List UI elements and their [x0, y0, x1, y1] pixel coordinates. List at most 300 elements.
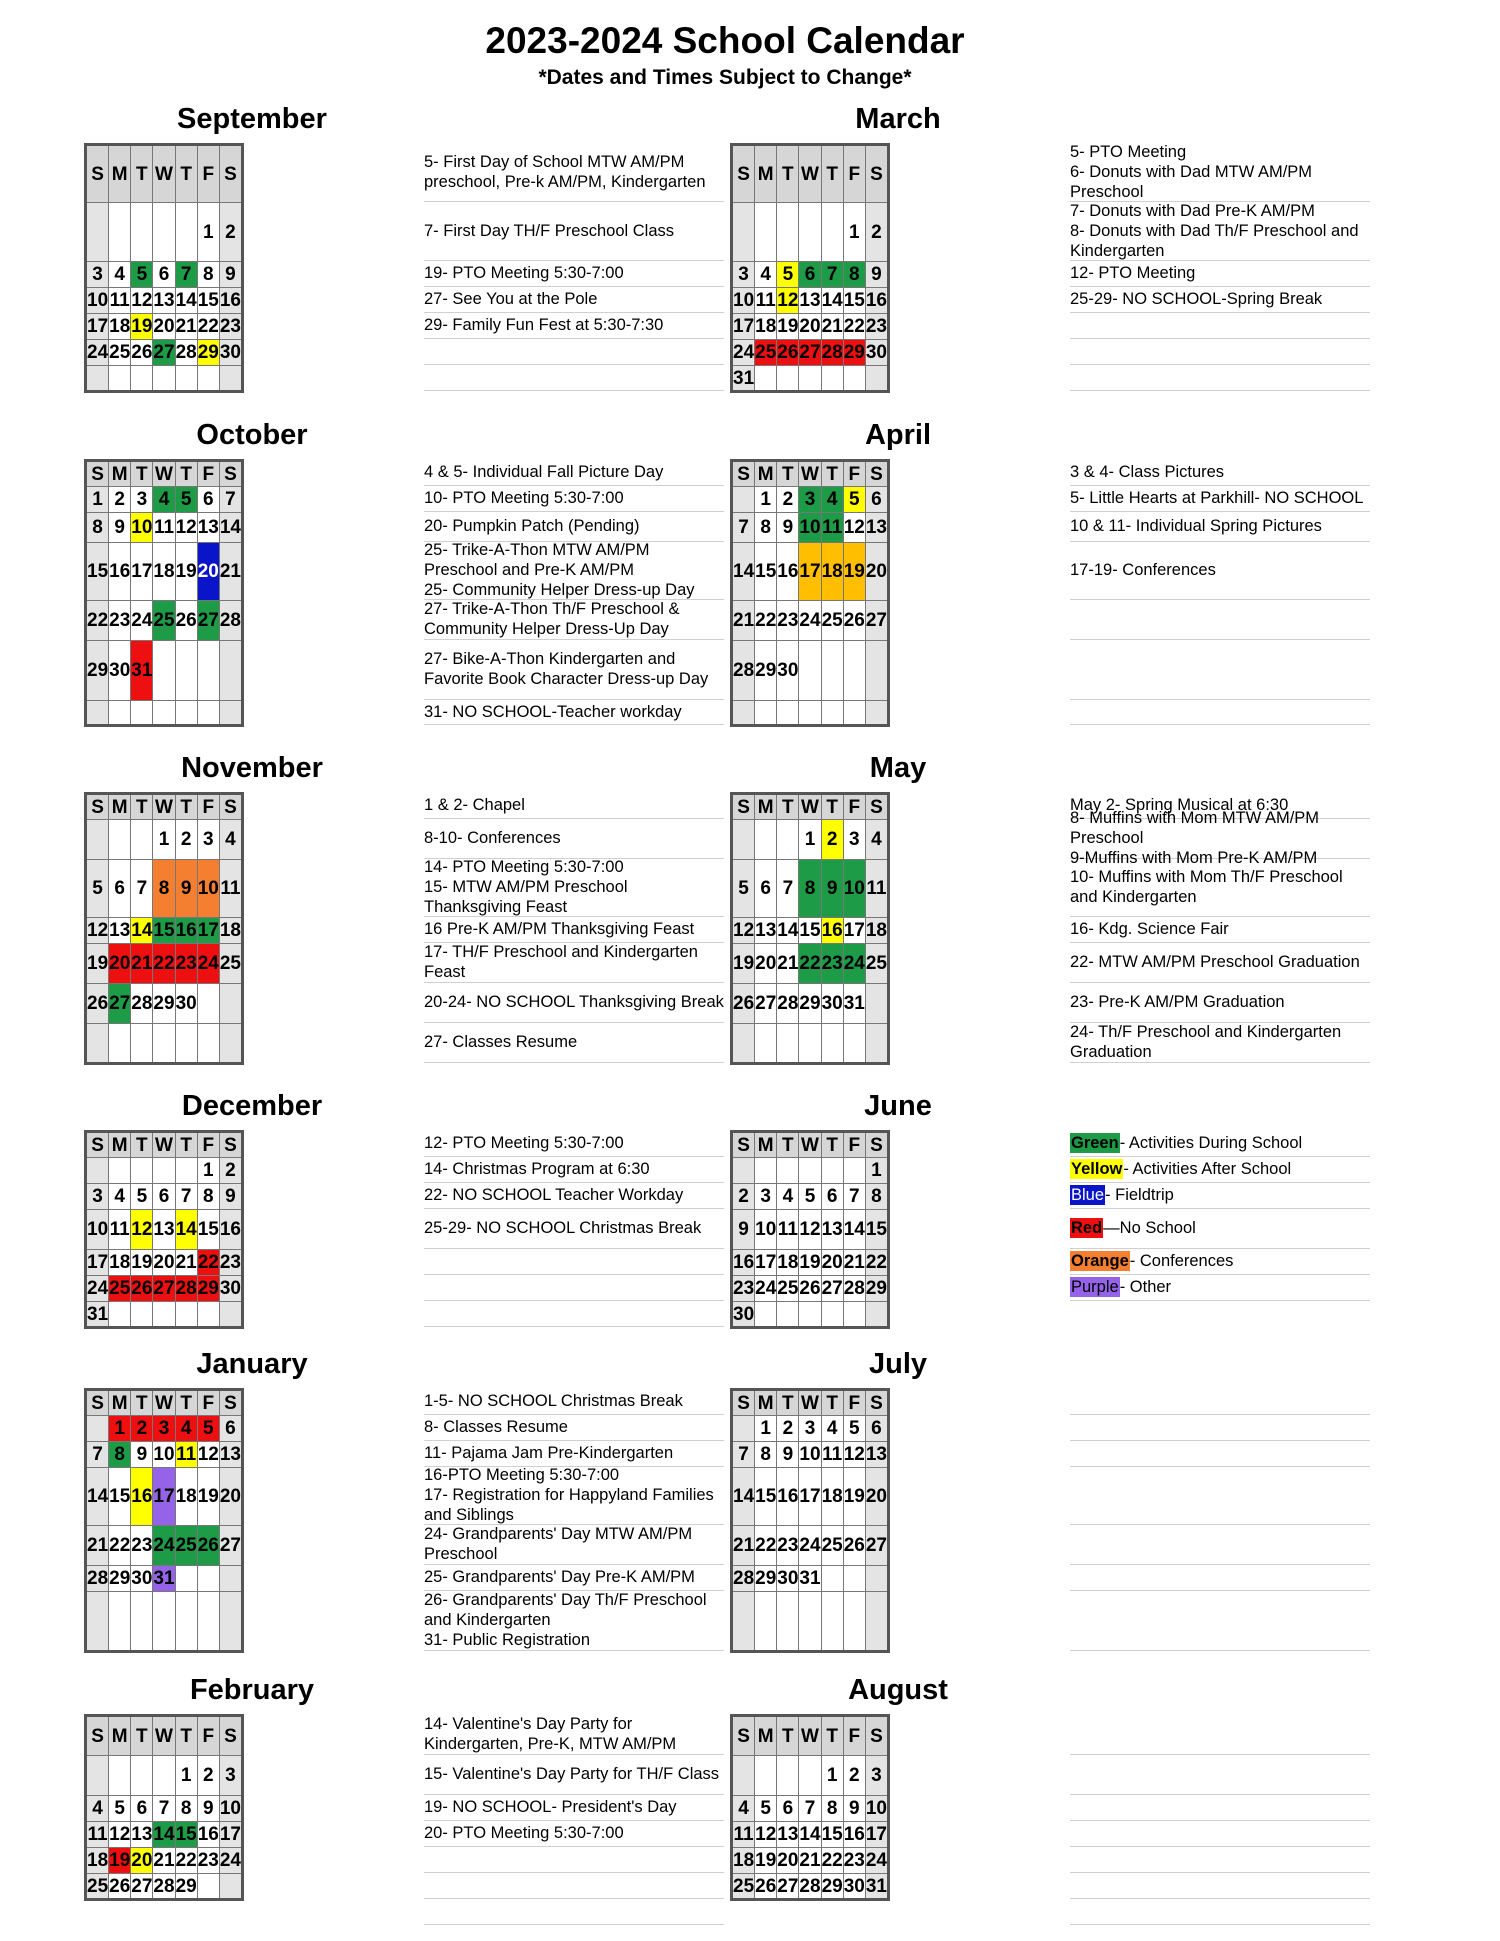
day-cell: 16: [732, 1250, 755, 1276]
weekday-header: T: [131, 1132, 153, 1158]
empty-day-cell: [131, 1302, 153, 1328]
note-row: [424, 639, 724, 700]
legend-swatch: Blue: [1071, 1186, 1105, 1204]
week-row: [732, 314, 889, 340]
empty-day-cell: [821, 701, 843, 726]
day-cell: 4: [821, 1416, 843, 1442]
day-cell: 27: [153, 340, 175, 366]
day-cell: 9: [197, 1796, 219, 1822]
page-title: 2023-2024 School Calendar: [485, 20, 965, 61]
day-cell: 12: [843, 1442, 865, 1468]
month-name: June: [864, 1090, 932, 1122]
empty-day-cell: [109, 701, 131, 726]
day-cell: 7: [732, 1442, 755, 1468]
empty-day-cell: [777, 820, 799, 860]
weekday-header: F: [843, 1132, 865, 1158]
empty-day-cell: [843, 641, 865, 701]
day-cell: 16: [175, 918, 197, 944]
day-cell: 24: [197, 944, 219, 984]
note-row: [424, 459, 724, 486]
week-row: [86, 1566, 243, 1592]
day-cell: 29: [86, 641, 109, 701]
day-cell: 6: [109, 860, 131, 918]
day-cell: 16: [777, 543, 799, 601]
day-cell: 11: [153, 513, 175, 543]
note-row: [424, 1524, 724, 1565]
empty-day-cell: [865, 641, 888, 701]
day-cell: 30: [732, 1302, 755, 1328]
week-row: [86, 1468, 243, 1526]
day-cell: 25: [219, 944, 242, 984]
weekday-header: M: [755, 1390, 777, 1416]
note-text: 5- Little Hearts at Parkhill- NO SCHOOL: [1070, 489, 1364, 507]
weekday-header: T: [821, 145, 843, 203]
note-row: [1070, 1564, 1370, 1591]
day-cell: 1: [175, 1756, 197, 1796]
weekday-header: M: [755, 1132, 777, 1158]
day-cell: 8: [865, 1184, 888, 1210]
note-text: 24- Th/F Preschool and Kindergarten Graduation: [1070, 1023, 1342, 1061]
note-row: [1070, 858, 1370, 917]
note-row: [1070, 286, 1370, 313]
week-row: [86, 487, 243, 513]
empty-day-cell: [153, 1024, 175, 1064]
day-cell: 24: [865, 1848, 888, 1874]
day-cell: 16: [219, 1210, 242, 1250]
empty-day-cell: [153, 203, 175, 262]
day-cell: 9: [865, 262, 888, 288]
day-cell: 8: [109, 1442, 131, 1468]
day-cell: 17: [86, 314, 109, 340]
day-cell: 21: [777, 944, 799, 984]
empty-day-cell: [821, 641, 843, 701]
day-cell: 24: [843, 944, 865, 984]
day-cell: 7: [175, 262, 197, 288]
week-row: [732, 918, 889, 944]
day-cell: 21: [153, 1848, 175, 1874]
day-cell: 11: [109, 1210, 131, 1250]
day-cell: 21: [175, 1250, 197, 1276]
note-text: 20- PTO Meeting 5:30-7:00: [424, 1824, 624, 1842]
empty-day-cell: [777, 1302, 799, 1328]
day-cell: 8: [197, 262, 219, 288]
day-cell: 22: [865, 1250, 888, 1276]
legend-text: - Activities After School: [1123, 1160, 1292, 1178]
day-cell: 16: [843, 1822, 865, 1848]
weekday-header: M: [109, 1390, 131, 1416]
day-cell: 10: [732, 288, 755, 314]
week-row: [732, 1210, 889, 1250]
note-text: 16-PTO Meeting 5:30-7:00 17- Registration for Happyland Families and Siblings: [424, 1466, 714, 1524]
day-cell: 29: [197, 340, 219, 366]
day-cell: 7: [799, 1796, 821, 1822]
day-cell: 4: [755, 262, 777, 288]
day-cell: 16: [865, 288, 888, 314]
week-row: [86, 860, 243, 918]
weekday-header: F: [843, 145, 865, 203]
week-row: [732, 1302, 889, 1328]
week-row: [86, 820, 243, 860]
day-cell: 1: [197, 1158, 219, 1184]
note-text: 17- TH/F Preschool and Kindergarten Feast: [424, 943, 698, 981]
week-row: [86, 1276, 243, 1302]
day-cell: 27: [197, 601, 219, 641]
day-cell: 3: [755, 1184, 777, 1210]
day-cell: 22: [86, 601, 109, 641]
week-row: [86, 203, 243, 262]
day-cell: 29: [755, 641, 777, 701]
month-name: February: [189, 1674, 315, 1706]
day-cell: 23: [777, 1526, 799, 1566]
week-row: [86, 701, 243, 726]
day-cell: 6: [197, 487, 219, 513]
note-row: [1070, 699, 1370, 725]
note-text: 16- Kdg. Science Fair: [1070, 920, 1229, 938]
day-cell: 7: [821, 262, 843, 288]
note-text: 25- Trike-A-Thon MTW AM/PM Preschool and Pre-K AM/PM 25- Community Helper Dress-up Day: [424, 541, 695, 599]
note-row: [424, 699, 724, 725]
day-cell: 9: [175, 860, 197, 918]
note-text: 8- Muffins with Mom MTW AM/PM Preschool 9-Muffins with Mom Pre-K AM/PM: [1070, 809, 1320, 867]
legend-swatch: Purple: [1071, 1278, 1119, 1296]
week-row: [86, 1526, 243, 1566]
empty-day-cell: [219, 1566, 242, 1592]
month-name: March: [855, 103, 941, 135]
note-text: 8-10- Conferences: [424, 829, 561, 847]
note-text: 8- Classes Resume: [424, 1418, 568, 1436]
note-row: [424, 982, 724, 1023]
day-cell: 23: [821, 944, 843, 984]
week-row: [86, 601, 243, 641]
weekday-header: S: [219, 145, 242, 203]
day-cell: 3: [799, 487, 821, 513]
empty-day-cell: [197, 1592, 219, 1652]
day-cell: 20: [755, 944, 777, 984]
day-cell: 24: [799, 1526, 821, 1566]
day-cell: 16: [777, 1468, 799, 1526]
empty-day-cell: [732, 487, 755, 513]
empty-day-cell: [197, 1024, 219, 1064]
day-cell: 6: [219, 1416, 242, 1442]
week-row: [86, 262, 243, 288]
day-cell: 3: [843, 820, 865, 860]
weekday-header: S: [86, 145, 109, 203]
day-cell: 15: [197, 1210, 219, 1250]
empty-day-cell: [86, 701, 109, 726]
empty-day-cell: [865, 1024, 888, 1064]
empty-day-cell: [843, 1158, 865, 1184]
day-cell: 22: [197, 1250, 219, 1276]
day-cell: 17: [799, 543, 821, 601]
week-row: [732, 1592, 889, 1652]
note-text: 25-29- NO SCHOOL-Spring Break: [1070, 290, 1323, 308]
day-cell: 2: [821, 820, 843, 860]
day-cell: 28: [86, 1566, 109, 1592]
day-cell: 13: [197, 513, 219, 543]
day-cell: 27: [109, 984, 131, 1024]
day-cell: 30: [865, 340, 888, 366]
day-cell: 8: [821, 1796, 843, 1822]
note-row: [1070, 599, 1370, 640]
day-cell: 11: [175, 1442, 197, 1468]
empty-day-cell: [777, 366, 799, 392]
note-row: [1070, 942, 1370, 983]
day-cell: 11: [732, 1822, 755, 1848]
note-text: 10 & 11- Individual Spring Pictures: [1070, 517, 1322, 535]
week-row: [732, 262, 889, 288]
month-name: December: [181, 1090, 323, 1122]
day-cell: 10: [799, 513, 821, 543]
weekday-header: S: [732, 794, 755, 820]
week-row: [86, 641, 243, 701]
empty-day-cell: [175, 1302, 197, 1328]
day-cell: 27: [219, 1526, 242, 1566]
day-cell: 19: [843, 1468, 865, 1526]
weekday-header: S: [86, 794, 109, 820]
weekday-header: T: [821, 1132, 843, 1158]
empty-day-cell: [777, 1756, 799, 1796]
day-cell: 30: [219, 1276, 242, 1302]
weekday-header: S: [732, 145, 755, 203]
note-text: 1-5- NO SCHOOL Christmas Break: [424, 1392, 683, 1410]
weekday-header: F: [197, 1132, 219, 1158]
month-grid: [730, 792, 890, 1065]
week-row: [732, 701, 889, 726]
weekday-header: W: [799, 145, 821, 203]
empty-day-cell: [175, 701, 197, 726]
note-text: 12- PTO Meeting 5:30-7:00: [424, 1134, 624, 1152]
note-row: [1070, 364, 1370, 391]
day-cell: 30: [109, 641, 131, 701]
week-row: [732, 1822, 889, 1848]
day-cell: 12: [175, 513, 197, 543]
day-cell: 9: [219, 262, 242, 288]
empty-day-cell: [843, 366, 865, 392]
empty-day-cell: [865, 1302, 888, 1328]
day-cell: 22: [821, 1848, 843, 1874]
note-text: 24- Grandparents' Day MTW AM/PM Preschool: [424, 1525, 693, 1563]
day-cell: 26: [843, 601, 865, 641]
weekday-header: S: [86, 1716, 109, 1756]
week-row: [732, 203, 889, 262]
weekday-header: W: [799, 794, 821, 820]
empty-day-cell: [843, 1592, 865, 1652]
empty-day-cell: [821, 1158, 843, 1184]
legend-item-blue: [1070, 1182, 1370, 1209]
empty-day-cell: [755, 203, 777, 262]
day-cell: 20: [865, 543, 888, 601]
day-cell: 26: [131, 340, 153, 366]
weekday-header: F: [197, 461, 219, 487]
day-cell: 18: [153, 543, 175, 601]
day-cell: 30: [219, 340, 242, 366]
day-cell: 12: [197, 1442, 219, 1468]
day-cell: 7: [153, 1796, 175, 1822]
weekday-header: T: [821, 461, 843, 487]
note-row: [424, 599, 724, 640]
day-cell: 6: [153, 1184, 175, 1210]
note-row: [1070, 1846, 1370, 1873]
weekday-header: M: [755, 1716, 777, 1756]
day-cell: 14: [732, 543, 755, 601]
day-cell: 3: [86, 1184, 109, 1210]
day-cell: 25: [821, 601, 843, 641]
empty-day-cell: [821, 1592, 843, 1652]
week-row: [86, 314, 243, 340]
note-row: [424, 818, 724, 859]
empty-day-cell: [109, 203, 131, 262]
day-cell: 8: [197, 1184, 219, 1210]
note-row: [424, 338, 724, 365]
day-cell: 1: [799, 820, 821, 860]
day-cell: 2: [175, 820, 197, 860]
day-cell: 6: [799, 262, 821, 288]
day-cell: 28: [175, 1276, 197, 1302]
empty-day-cell: [755, 701, 777, 726]
day-cell: 20: [799, 314, 821, 340]
month-grid: [730, 1714, 890, 1901]
empty-day-cell: [197, 1874, 219, 1900]
day-cell: 9: [777, 1442, 799, 1468]
note-text: 5- First Day of School MTW AM/PM preschool, Pre-k AM/PM, Kindergarten: [424, 153, 706, 191]
week-row: [86, 1822, 243, 1848]
week-row: [732, 543, 889, 601]
day-cell: 3: [131, 487, 153, 513]
day-cell: 25: [755, 340, 777, 366]
note-text: 19- PTO Meeting 5:30-7:00: [424, 264, 624, 282]
empty-day-cell: [131, 366, 153, 392]
note-row: [424, 1714, 724, 1755]
note-row: [1070, 1898, 1370, 1925]
day-cell: 25: [153, 601, 175, 641]
note-text: 27- Trike-A-Thon Th/F Preschool & Community Helper Dress-Up Day: [424, 600, 680, 638]
day-cell: 18: [219, 918, 242, 944]
weekday-header: T: [777, 461, 799, 487]
weekday-header: T: [175, 1390, 197, 1416]
weekday-header: F: [197, 145, 219, 203]
empty-day-cell: [219, 701, 242, 726]
note-text: 27- Classes Resume: [424, 1033, 578, 1051]
note-text: 10- Muffins with Mom Th/F Preschool and Kindergarten: [1070, 868, 1343, 906]
month-grid: [84, 1388, 244, 1653]
week-row: [732, 1874, 889, 1900]
day-cell: 26: [799, 1276, 821, 1302]
day-cell: 22: [755, 1526, 777, 1566]
week-row: [732, 1526, 889, 1566]
month-name: May: [869, 752, 927, 784]
empty-day-cell: [109, 1756, 131, 1796]
week-row: [732, 1442, 889, 1468]
weekday-header: T: [777, 145, 799, 203]
week-row: [732, 860, 889, 918]
day-cell: 24: [153, 1526, 175, 1566]
day-cell: 27: [755, 984, 777, 1024]
weekday-header: T: [821, 1716, 843, 1756]
day-cell: 12: [131, 1210, 153, 1250]
note-row: [424, 364, 724, 391]
note-row: [424, 286, 724, 313]
day-cell: 2: [777, 1416, 799, 1442]
month-name: September: [177, 103, 327, 135]
day-cell: 21: [175, 314, 197, 340]
note-text: 10- PTO Meeting 5:30-7:00: [424, 489, 624, 507]
day-cell: 23: [732, 1276, 755, 1302]
day-cell: 15: [755, 1468, 777, 1526]
note-text: 27- See You at the Pole: [424, 290, 598, 308]
empty-day-cell: [153, 366, 175, 392]
weekday-header: W: [153, 461, 175, 487]
empty-day-cell: [777, 1592, 799, 1652]
weekday-header: F: [197, 794, 219, 820]
day-cell: 26: [175, 601, 197, 641]
note-text: 22- NO SCHOOL Teacher Workday: [424, 1186, 684, 1204]
day-cell: 14: [732, 1468, 755, 1526]
day-cell: 21: [732, 1526, 755, 1566]
day-cell: 15: [865, 1210, 888, 1250]
empty-day-cell: [755, 1024, 777, 1064]
day-cell: 25: [821, 1526, 843, 1566]
day-cell: 5: [197, 1416, 219, 1442]
day-cell: 13: [153, 1210, 175, 1250]
legend-swatch: Orange: [1071, 1252, 1129, 1270]
empty-day-cell: [777, 203, 799, 262]
day-cell: 26: [732, 984, 755, 1024]
legend-text: - Conferences: [1129, 1252, 1234, 1270]
day-cell: 10: [799, 1442, 821, 1468]
day-cell: 2: [131, 1416, 153, 1442]
weekday-header: T: [131, 1716, 153, 1756]
week-row: [86, 1796, 243, 1822]
day-cell: 24: [219, 1848, 242, 1874]
weekday-header: F: [197, 1716, 219, 1756]
empty-day-cell: [197, 701, 219, 726]
note-text: 7- Donuts with Dad Pre-K AM/PM 8- Donuts with Dad Th/F Preschool and Kindergarten: [1070, 201, 1359, 260]
day-cell: 27: [153, 1276, 175, 1302]
empty-day-cell: [175, 203, 197, 262]
day-cell: 17: [131, 543, 153, 601]
day-cell: 18: [821, 1468, 843, 1526]
weekday-header: W: [153, 1716, 175, 1756]
empty-day-cell: [153, 1302, 175, 1328]
empty-day-cell: [86, 1756, 109, 1796]
note-row: [424, 942, 724, 983]
day-cell: 19: [131, 1250, 153, 1276]
day-cell: 5: [131, 1184, 153, 1210]
day-cell: 14: [843, 1210, 865, 1250]
day-cell: 1: [755, 1416, 777, 1442]
empty-day-cell: [219, 984, 242, 1024]
empty-day-cell: [843, 701, 865, 726]
day-cell: 7: [131, 860, 153, 918]
day-cell: 1: [197, 203, 219, 262]
day-cell: 4: [109, 1184, 131, 1210]
empty-day-cell: [799, 1756, 821, 1796]
day-cell: 31: [131, 641, 153, 701]
weekday-header: S: [732, 461, 755, 487]
day-cell: 18: [732, 1848, 755, 1874]
day-cell: 13: [865, 513, 888, 543]
day-cell: 28: [777, 984, 799, 1024]
note-row: [424, 1794, 724, 1821]
week-row: [732, 1276, 889, 1302]
note-text: 4 & 5- Individual Fall Picture Day: [424, 463, 664, 481]
day-cell: 11: [109, 288, 131, 314]
week-row: [732, 487, 889, 513]
day-cell: 20: [777, 1848, 799, 1874]
weekday-header: T: [777, 1132, 799, 1158]
day-cell: 15: [799, 918, 821, 944]
day-cell: 14: [175, 288, 197, 314]
